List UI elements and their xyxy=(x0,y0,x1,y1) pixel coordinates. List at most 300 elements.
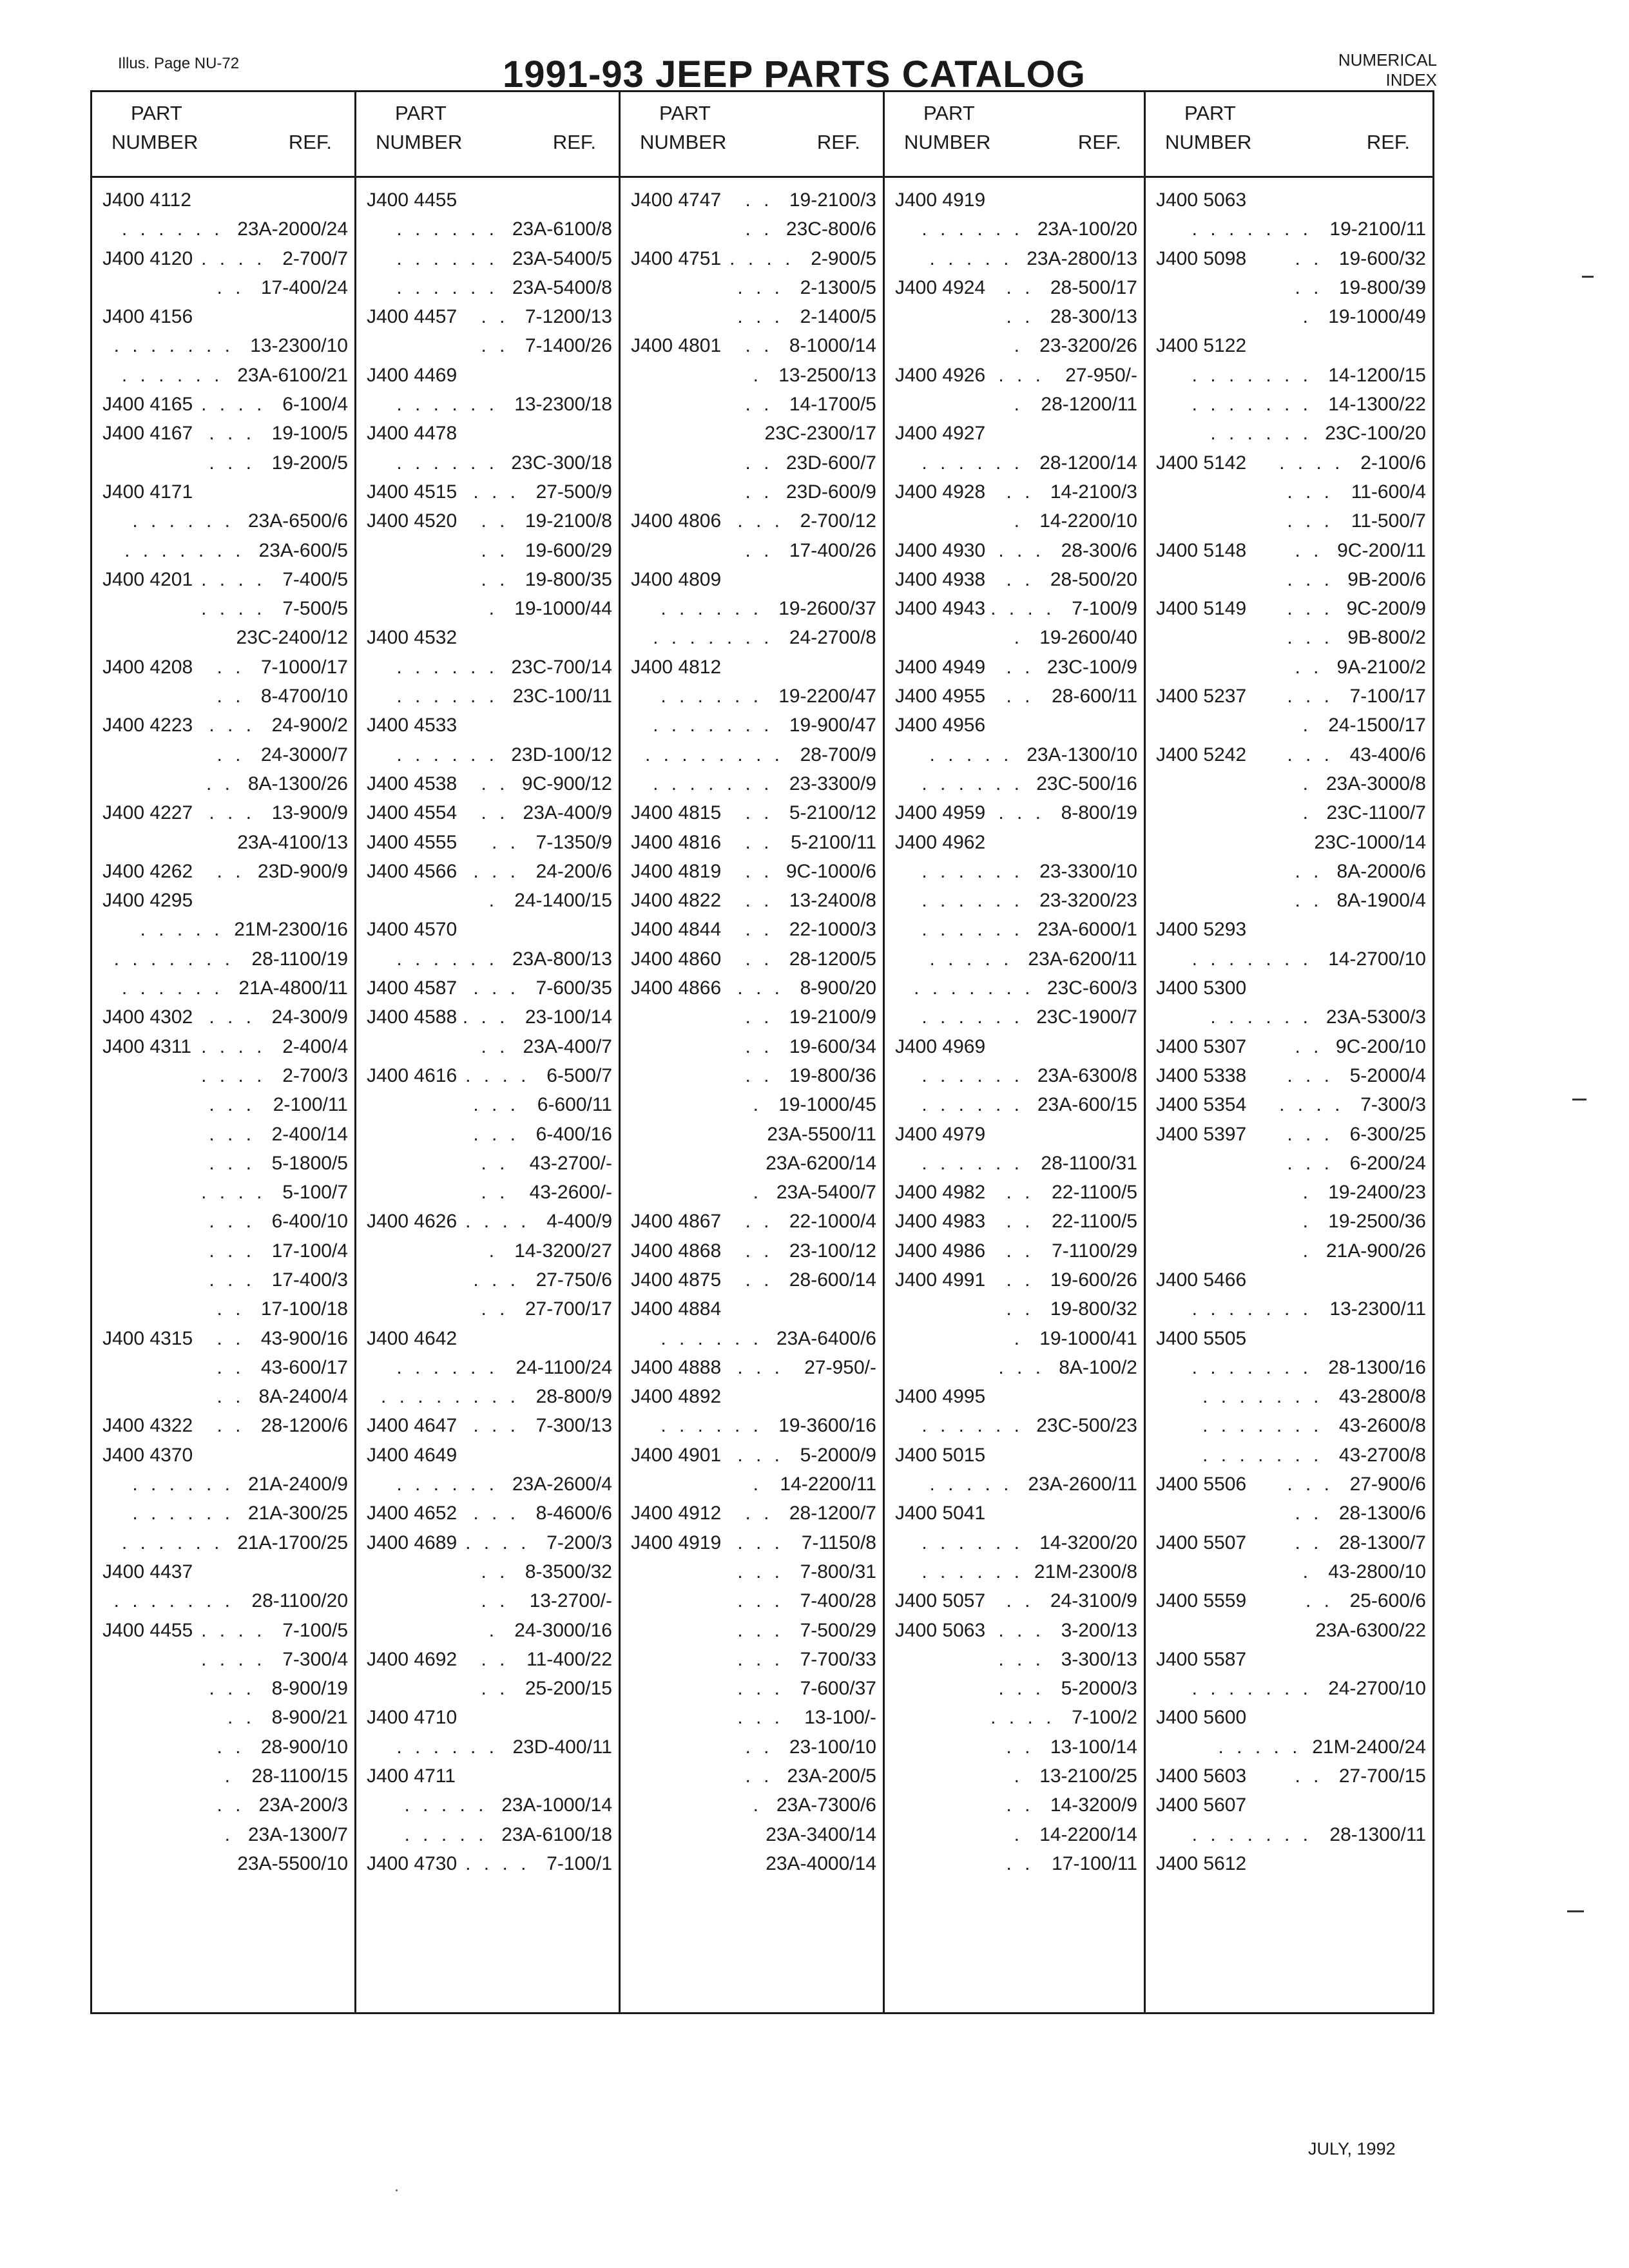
ref-code: 2-100/11 xyxy=(273,1094,348,1116)
index-entry xyxy=(92,1849,348,1878)
scan-speck xyxy=(396,2189,398,2191)
ref-code: 6-400/10 xyxy=(271,1211,348,1233)
dot-leader: . . xyxy=(217,656,245,678)
dot-leader: . . . . xyxy=(201,1035,266,1057)
page-title: 1991-93 JEEP PARTS CATALOG xyxy=(503,53,1086,95)
ref-code: 6-100/4 xyxy=(282,394,348,416)
index-entry xyxy=(885,1762,1137,1791)
ref-code: 23A-6100/18 xyxy=(501,1823,612,1845)
index-entry xyxy=(1146,1528,1426,1557)
dot-leader: . . . xyxy=(737,306,784,328)
ref-code: 23D-100/12 xyxy=(511,744,612,765)
index-entry xyxy=(92,273,348,302)
part-number: J400 5149 xyxy=(1156,598,1247,620)
index-entry xyxy=(92,798,348,827)
column-header-part: PART xyxy=(131,102,182,124)
dot-leader: . . . xyxy=(998,539,1045,561)
dot-leader: . . . . . . xyxy=(660,1327,762,1349)
index-entry xyxy=(885,1528,1137,1557)
ref-code: 7-100/2 xyxy=(1072,1707,1137,1729)
dot-leader: . . . xyxy=(737,1444,784,1466)
index-entry xyxy=(92,1382,348,1411)
index-entry xyxy=(621,1703,876,1732)
ref-code: 23A-2000/24 xyxy=(237,218,348,240)
dot-leader: . . xyxy=(481,1590,509,1612)
part-number: J400 4689 xyxy=(367,1532,458,1553)
ref-code: 23C-1100/7 xyxy=(1326,802,1426,824)
part-number: J400 4457 xyxy=(367,306,458,328)
part-number: J400 4208 xyxy=(102,656,193,678)
index-entry xyxy=(92,1557,348,1586)
ref-code: 6-500/7 xyxy=(546,1064,612,1086)
index-entry xyxy=(356,186,612,215)
index-entry xyxy=(1146,186,1426,215)
dot-leader: . . xyxy=(206,773,234,794)
dot-leader: . . xyxy=(217,276,245,298)
dot-leader: . . xyxy=(1006,1852,1034,1874)
index-entry xyxy=(885,1733,1137,1762)
ref-code: 28-600/11 xyxy=(1052,686,1137,707)
dot-leader: . . . . . . xyxy=(660,1415,762,1437)
ref-code: 8-4700/10 xyxy=(260,686,348,707)
part-number: J400 4156 xyxy=(102,306,193,328)
ref-code: 21A-900/26 xyxy=(1325,1240,1426,1262)
part-number: J400 5559 xyxy=(1156,1590,1247,1612)
part-number: J400 4816 xyxy=(631,831,722,853)
part-number: J400 5307 xyxy=(1156,1035,1247,1057)
index-entry xyxy=(885,390,1137,419)
index-entry xyxy=(1146,711,1426,740)
column-header-number: NUMBER xyxy=(111,131,198,153)
ref-code: 19-2100/9 xyxy=(789,1006,876,1028)
dot-leader: . . . . . . xyxy=(921,1152,1023,1174)
ref-code: 23A-6200/14 xyxy=(766,1152,876,1174)
dot-leader: . . . . xyxy=(201,247,266,269)
index-entry xyxy=(356,769,612,798)
column-entries xyxy=(356,186,612,1878)
ref-code: 23-100/10 xyxy=(789,1736,876,1758)
part-number: J400 4860 xyxy=(631,948,722,970)
index-entry xyxy=(1146,1003,1426,1032)
index-entry xyxy=(621,273,876,302)
ref-code: 5-100/7 xyxy=(282,1182,348,1204)
index-entry xyxy=(621,915,876,944)
index-label-line1: NUMERICAL xyxy=(1338,50,1437,70)
footer-date: JULY, 1992 xyxy=(1308,2139,1396,2158)
index-entry xyxy=(621,1061,876,1090)
index-entry xyxy=(1146,769,1426,798)
dot-leader: . . . . . . xyxy=(921,1561,1023,1582)
dot-leader: . . xyxy=(745,394,773,416)
index-entry xyxy=(885,682,1137,711)
ref-code: 13-2100/25 xyxy=(1039,1765,1137,1787)
dot-leader: . . . xyxy=(737,1532,784,1553)
dot-leader: . . . . . . . xyxy=(113,335,234,357)
index-entry xyxy=(621,1382,876,1411)
index-column-1 xyxy=(92,92,356,2012)
ref-code: 8-1000/14 xyxy=(789,335,876,357)
index-entry xyxy=(1146,1470,1426,1499)
ref-code: 23A-2600/4 xyxy=(512,1474,612,1495)
ref-code: 28-1200/14 xyxy=(1039,452,1137,474)
ref-code: 23A-800/13 xyxy=(512,948,612,970)
dot-leader: . . xyxy=(745,948,773,970)
index-entry xyxy=(92,448,348,477)
index-entry xyxy=(356,1003,612,1032)
ref-code: 23A-2800/13 xyxy=(1027,247,1137,269)
index-label-line2: INDEX xyxy=(1385,70,1437,90)
index-entry xyxy=(92,302,348,331)
ref-code: 21M-2400/24 xyxy=(1312,1736,1426,1758)
index-entry xyxy=(621,1470,876,1499)
dot-leader: . . xyxy=(745,802,773,824)
index-entry xyxy=(1146,1820,1426,1849)
part-number: J400 4711 xyxy=(367,1765,456,1787)
index-entry xyxy=(356,1791,612,1820)
index-entry xyxy=(1146,682,1426,711)
dot-leader: . . . . . . xyxy=(921,773,1023,794)
dot-leader: . . . . . . . xyxy=(653,627,773,649)
ref-code: 7-100/17 xyxy=(1349,686,1426,707)
ref-code: 2-700/7 xyxy=(282,247,348,269)
ref-code: 28-700/9 xyxy=(800,744,876,765)
ref-code: 23A-7300/6 xyxy=(776,1794,876,1816)
margin-mark xyxy=(1572,1099,1586,1100)
index-entry xyxy=(1146,1324,1426,1353)
index-entry xyxy=(621,1820,876,1849)
dot-leader: . . . xyxy=(462,1006,509,1028)
part-number: J400 5300 xyxy=(1156,977,1247,999)
dot-leader: . . xyxy=(1295,1532,1323,1553)
index-entry xyxy=(92,1178,348,1207)
index-entry xyxy=(621,1324,876,1353)
ref-code: 23D-600/7 xyxy=(786,452,876,474)
dot-leader: . . . xyxy=(737,276,784,298)
dot-leader: . . . . . . . xyxy=(1191,1356,1312,1378)
dot-leader: . . . . . . xyxy=(396,948,498,970)
dot-leader: . . xyxy=(481,539,509,561)
index-entry xyxy=(92,331,348,360)
part-number: J400 5507 xyxy=(1156,1532,1247,1553)
index-entry xyxy=(356,273,612,302)
dot-leader: . xyxy=(1014,1823,1023,1845)
index-entry xyxy=(1146,1586,1426,1615)
ref-code: 7-600/35 xyxy=(535,977,612,999)
ref-code: 19-2100/11 xyxy=(1329,218,1426,240)
dot-leader: . . . xyxy=(473,1123,519,1145)
part-number: J400 4227 xyxy=(102,802,193,824)
dot-leader: . . . . . . . xyxy=(653,715,773,736)
index-entry xyxy=(356,1178,612,1207)
index-entry xyxy=(1146,331,1426,360)
index-entry xyxy=(885,594,1137,623)
dot-leader: . . . . . . xyxy=(121,364,224,386)
dot-leader: . . . . xyxy=(201,1619,266,1641)
dot-leader: . . xyxy=(1295,890,1323,912)
index-entry xyxy=(356,915,612,944)
index-entry xyxy=(885,1032,1137,1061)
ref-code: 8-900/19 xyxy=(271,1678,348,1700)
index-entry xyxy=(885,1265,1137,1294)
part-number: J400 4710 xyxy=(367,1707,458,1729)
index-entry xyxy=(356,1616,612,1645)
dot-leader: . xyxy=(1302,306,1312,328)
dot-leader: . . . . . . xyxy=(396,656,498,678)
index-entry xyxy=(92,1003,348,1032)
dot-leader: . . . . xyxy=(1279,1094,1344,1116)
ref-code: 27-950/- xyxy=(804,1356,876,1378)
dot-leader: . . . . . xyxy=(929,744,1013,765)
index-entry xyxy=(92,623,348,652)
ref-code: 13-2300/11 xyxy=(1329,1298,1426,1320)
dot-leader: . xyxy=(1014,627,1023,649)
dot-leader: . . xyxy=(1006,1182,1034,1204)
dot-leader: . xyxy=(753,1182,762,1204)
index-entry xyxy=(92,1149,348,1178)
ref-code: 28-1300/16 xyxy=(1328,1356,1426,1378)
column-header-number: NUMBER xyxy=(1165,131,1252,153)
ref-code: 5-2000/9 xyxy=(800,1444,876,1466)
ref-code: 28-600/14 xyxy=(789,1269,876,1291)
ref-code: 7-300/3 xyxy=(1360,1094,1426,1116)
ref-code: 19-600/29 xyxy=(525,539,612,561)
dot-leader: . . xyxy=(745,919,773,941)
column-entries xyxy=(92,186,348,1878)
part-number: J400 4262 xyxy=(102,860,193,882)
dot-leader: . . xyxy=(1006,276,1034,298)
ref-code: 23A-6200/11 xyxy=(1028,948,1137,970)
index-entry xyxy=(885,477,1137,506)
dot-leader: . . . xyxy=(209,1152,255,1174)
ref-code: 13-2500/13 xyxy=(778,364,876,386)
index-entry xyxy=(356,244,612,273)
part-number: J400 4969 xyxy=(895,1035,986,1057)
index-entry xyxy=(1146,1294,1426,1323)
index-entry xyxy=(621,1003,876,1032)
ref-code: 23A-4000/14 xyxy=(766,1852,876,1874)
part-number: J400 4554 xyxy=(367,802,458,824)
index-entry xyxy=(92,1441,348,1470)
dot-leader: . . . . . . xyxy=(921,452,1023,474)
dot-leader: . . . . . . . xyxy=(1202,1415,1323,1437)
part-number: J400 4812 xyxy=(631,656,722,678)
index-entry xyxy=(1146,448,1426,477)
part-number: J400 4692 xyxy=(367,1648,458,1670)
index-entry xyxy=(1146,1120,1426,1149)
ref-code: 23C-100/11 xyxy=(512,686,612,707)
ref-code: 28-1300/7 xyxy=(1338,1532,1426,1553)
dot-leader: . . . . . . xyxy=(396,1356,498,1378)
index-entry xyxy=(1146,1353,1426,1382)
dot-leader: . . xyxy=(1006,1269,1034,1291)
index-entry xyxy=(356,302,612,331)
index-entry xyxy=(621,1762,876,1791)
ref-code: 43-2800/8 xyxy=(1338,1386,1426,1408)
ref-code: 28-1300/11 xyxy=(1329,1823,1426,1845)
ref-code: 8-900/21 xyxy=(271,1707,348,1729)
ref-code: 17-400/26 xyxy=(789,539,876,561)
index-entry xyxy=(356,1674,612,1703)
dot-leader: . . xyxy=(217,860,245,882)
dot-leader: . . xyxy=(481,1152,509,1174)
dot-leader: . . xyxy=(1305,1590,1333,1612)
dot-leader: . . xyxy=(481,1298,509,1320)
part-number: J400 4943 xyxy=(895,598,986,620)
column-header xyxy=(92,92,354,178)
index-entry xyxy=(885,448,1137,477)
ref-code: 23C-1000/14 xyxy=(1314,831,1426,853)
dot-leader: . . . xyxy=(473,860,519,882)
index-entry xyxy=(356,1061,612,1090)
ref-code: 28-1200/5 xyxy=(789,948,876,970)
ref-code: 17-400/3 xyxy=(271,1269,348,1291)
ref-code: 6-200/24 xyxy=(1349,1152,1426,1174)
dot-leader: . . . xyxy=(209,1006,255,1028)
dot-leader: . . xyxy=(1295,539,1323,561)
dot-leader: . . xyxy=(1006,656,1034,678)
index-entry xyxy=(885,1411,1137,1440)
ref-code: 28-900/10 xyxy=(260,1736,348,1758)
index-entry xyxy=(885,886,1137,915)
part-number: J400 4647 xyxy=(367,1415,458,1437)
dot-leader: . . . xyxy=(1287,510,1333,532)
ref-code: 19-1000/45 xyxy=(778,1094,876,1116)
dot-leader: . . . xyxy=(998,364,1045,386)
index-entry xyxy=(621,886,876,915)
index-entry xyxy=(356,623,612,652)
ref-code: 28-800/9 xyxy=(535,1386,612,1408)
index-entry xyxy=(621,1265,876,1294)
ref-code: 23A-4100/13 xyxy=(237,831,348,853)
part-number: J400 5293 xyxy=(1156,919,1247,941)
index-entry xyxy=(885,1324,1137,1353)
dot-leader: . . . xyxy=(209,1240,255,1262)
index-entry xyxy=(1146,1616,1426,1645)
column-header-part: PART xyxy=(659,102,711,124)
ref-code: 7-400/28 xyxy=(800,1590,876,1612)
index-entry xyxy=(621,711,876,740)
column-header xyxy=(356,92,619,178)
index-entry xyxy=(92,682,348,711)
index-entry xyxy=(356,1557,612,1586)
index-entry xyxy=(1146,740,1426,769)
ref-code: 27-750/6 xyxy=(535,1269,612,1291)
dot-leader: . . xyxy=(491,831,519,853)
dot-leader: . . . . . . xyxy=(121,218,224,240)
part-number: J400 4986 xyxy=(895,1240,986,1262)
dot-leader: . . . . . . xyxy=(396,218,498,240)
index-entry xyxy=(885,1003,1137,1032)
ref-code: 23A-6100/8 xyxy=(512,218,612,240)
part-number: J400 5505 xyxy=(1156,1327,1247,1349)
index-entry xyxy=(885,1557,1137,1586)
column-header-number: NUMBER xyxy=(640,131,727,153)
index-entry xyxy=(92,1733,348,1762)
index-entry xyxy=(356,682,612,711)
ref-code: 28-300/6 xyxy=(1061,539,1137,561)
part-number: J400 4555 xyxy=(367,831,458,853)
part-number: J400 4747 xyxy=(631,189,722,211)
ref-code: 27-700/17 xyxy=(525,1298,612,1320)
dot-leader: . . . . . . . xyxy=(914,977,1034,999)
ref-code: 9C-900/12 xyxy=(521,773,612,794)
ref-code: 22-1000/4 xyxy=(789,1211,876,1233)
index-entry xyxy=(621,390,876,419)
dot-leader: . . . xyxy=(473,1094,519,1116)
index-entry xyxy=(621,1032,876,1061)
index-entry xyxy=(1146,390,1426,419)
ref-code: 23A-1000/14 xyxy=(501,1794,612,1816)
part-number: J400 4868 xyxy=(631,1240,722,1262)
ref-code: 27-500/9 xyxy=(535,481,612,503)
part-number: J400 4311 xyxy=(102,1035,191,1057)
dot-leader: . . xyxy=(745,1211,773,1233)
dot-leader: . . . . xyxy=(465,1852,530,1874)
index-entry xyxy=(92,886,348,915)
index-entry xyxy=(356,1820,612,1849)
dot-leader: . . . . . . xyxy=(921,890,1023,912)
ref-code: 5-2000/3 xyxy=(1061,1678,1137,1700)
ref-code: 23A-1300/7 xyxy=(247,1823,348,1845)
ref-code: 23-3200/23 xyxy=(1039,890,1137,912)
dot-leader: . . . . . . . xyxy=(113,948,234,970)
dot-leader: . . xyxy=(1295,247,1323,269)
ref-code: 2-900/5 xyxy=(811,247,876,269)
part-number: J400 5607 xyxy=(1156,1794,1247,1816)
part-number: J400 4751 xyxy=(631,247,722,269)
dot-leader: . . . . . . xyxy=(660,598,762,620)
dot-leader: . . . xyxy=(737,1356,784,1378)
index-entry xyxy=(356,1324,612,1353)
column-header-part: PART xyxy=(1184,102,1236,124)
ref-code: 2-1400/5 xyxy=(800,306,876,328)
index-entry xyxy=(1146,1207,1426,1236)
part-number: J400 4171 xyxy=(102,481,193,503)
ref-code: 11-500/7 xyxy=(1351,510,1426,532)
index-entry xyxy=(92,1528,348,1557)
dot-leader: . xyxy=(224,1765,234,1787)
dot-leader: . . . xyxy=(473,1415,519,1437)
dot-leader: . xyxy=(1302,802,1312,824)
index-entry xyxy=(356,1733,612,1762)
ref-code: 7-100/5 xyxy=(282,1619,348,1641)
ref-code: 9C-1000/6 xyxy=(786,860,876,882)
index-entry xyxy=(885,828,1137,857)
ref-code: 28-1300/6 xyxy=(1338,1503,1426,1524)
ref-code: 2-700/3 xyxy=(282,1064,348,1086)
ref-code: 28-500/17 xyxy=(1050,276,1137,298)
ref-code: 43-2600/8 xyxy=(1338,1415,1426,1437)
dot-leader: . . . xyxy=(473,977,519,999)
index-entry xyxy=(885,302,1137,331)
ref-code: 24-3000/7 xyxy=(260,744,348,765)
column-header-part: PART xyxy=(395,102,447,124)
dot-leader: . . . . . . xyxy=(396,686,498,707)
index-entry xyxy=(92,244,348,273)
ref-code: 28-1100/31 xyxy=(1041,1152,1137,1174)
ref-code: 7-100/1 xyxy=(546,1852,612,1874)
index-entry xyxy=(621,1499,876,1528)
part-number: J400 4201 xyxy=(102,568,193,590)
ref-code: 5-2100/12 xyxy=(789,802,876,824)
index-entry xyxy=(621,974,876,1003)
dot-leader: . . . . . . . xyxy=(1191,1298,1312,1320)
dot-leader: . . xyxy=(1295,656,1323,678)
ref-code: 27-950/- xyxy=(1065,364,1137,386)
dot-leader: . . xyxy=(217,1298,245,1320)
ref-code: 23-100/14 xyxy=(525,1006,612,1028)
dot-leader: . . . xyxy=(209,715,255,736)
